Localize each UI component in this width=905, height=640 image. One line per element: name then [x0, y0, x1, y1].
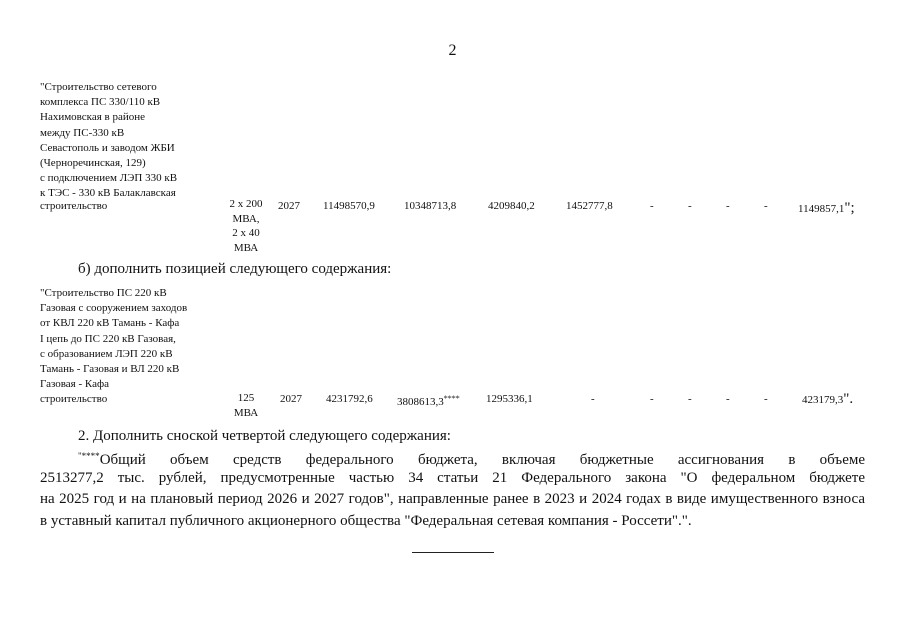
project-1-description — [40, 80, 230, 202]
last-value-number: 423179,3 — [802, 394, 844, 406]
description-line: комплекса ПС 330/110 кВ — [40, 96, 161, 109]
footnote-text: Общий объем средств федерального бюджета, включая бюджетные ассигнования в объеме — [99, 452, 865, 468]
description-line: Севастополь и заводом ЖБИ — [40, 141, 175, 154]
project-2-description — [40, 286, 230, 392]
page-number: 2 — [448, 42, 457, 59]
description-line: "Строительство ПС 220 кВ — [40, 287, 167, 299]
dash-cell: - — [726, 393, 730, 405]
value-col-3: 4209840,2 — [488, 200, 535, 212]
item-2-heading: 2. Дополнить сноской четвертой следующего содержания: — [78, 428, 451, 444]
description-line: Тамань - Газовая и ВЛ 220 кВ — [40, 363, 180, 376]
closing-rule — [412, 552, 494, 553]
capacity-line: 125 — [237, 392, 255, 404]
footnote-mark: "**** — [78, 451, 100, 461]
capacity-line: МВА — [233, 406, 259, 419]
total-value: 11498570,9 — [323, 200, 375, 212]
capacity — [216, 197, 276, 255]
value-col-4: 1452777,8 — [566, 200, 613, 212]
dash-cell: - — [688, 200, 692, 212]
value-col-3: 1295336,1 — [486, 393, 533, 405]
dash-cell: - — [650, 393, 654, 405]
item-b-heading: б) дополнить позицией следующего содержания: — [78, 261, 392, 277]
construction-type: строительство — [40, 393, 108, 405]
value-col-2 — [397, 392, 460, 409]
last-value — [802, 392, 853, 407]
description-line: (Черноречинская, 129) — [40, 157, 146, 170]
capacity — [216, 391, 276, 420]
footnote-paragraph — [40, 446, 865, 532]
description-line: Газовая - Кафа — [40, 378, 109, 391]
description-line: I цепь до ПС 220 кВ Газовая, — [40, 332, 176, 345]
footnote-line-1 — [78, 446, 865, 468]
footnote-line-2: 2513277,2 тыс. рублей, предусмотренные частью 34 статьи 21 Федерального закона "О федеральном бюджете — [40, 469, 865, 486]
footnote-line-4: в уставный капитал публичного акционерного общества "Федеральная сетевая компания - Россети".". — [40, 512, 692, 529]
year: 2027 — [278, 200, 300, 212]
capacity-line: 2 x 200 — [229, 198, 263, 210]
year: 2027 — [280, 393, 302, 405]
description-line: Нахимовская в районе — [40, 111, 146, 124]
dash-cell: - — [688, 393, 692, 405]
description-line: Газовая с сооружением заходов — [40, 302, 188, 315]
value-col-2-number: 3808613,3 — [397, 396, 444, 408]
last-value — [798, 201, 855, 216]
description-line: "Строительство сетевого — [40, 81, 157, 93]
description-line: от КВЛ 220 кВ Тамань - Кафа — [40, 317, 180, 330]
description-line: к ТЭС - 330 кВ Балаклавская — [40, 187, 176, 200]
footnote-line-3: на 2025 год и на плановый период 2026 и 2027 годов", направленные ранее в 2023 и 2024 годах в виде имущественного взноса — [40, 491, 865, 507]
description-line: с подключением ЛЭП 330 кВ — [40, 172, 178, 185]
value-col-2: 10348713,8 — [404, 200, 457, 212]
construction-type: строительство — [40, 200, 108, 212]
dash-cell: - — [591, 393, 595, 405]
last-value-number: 1149857,1 — [798, 203, 845, 215]
closing-quote: ". — [843, 391, 854, 407]
description-line: между ПС-330 кВ — [40, 126, 125, 139]
dash-cell: - — [764, 393, 768, 405]
total-value: 4231792,6 — [326, 393, 373, 405]
footnote-mark: **** — [443, 394, 460, 403]
capacity-line: МВА — [233, 241, 259, 254]
closing-quote: "; — [844, 200, 855, 216]
capacity-line: МВА, — [232, 212, 260, 225]
dash-cell: - — [726, 200, 730, 212]
capacity-line: 2 x 40 — [232, 227, 260, 239]
dash-cell: - — [764, 200, 768, 212]
description-line: с образованием ЛЭП 220 кВ — [40, 347, 173, 360]
dash-cell: - — [650, 200, 654, 212]
